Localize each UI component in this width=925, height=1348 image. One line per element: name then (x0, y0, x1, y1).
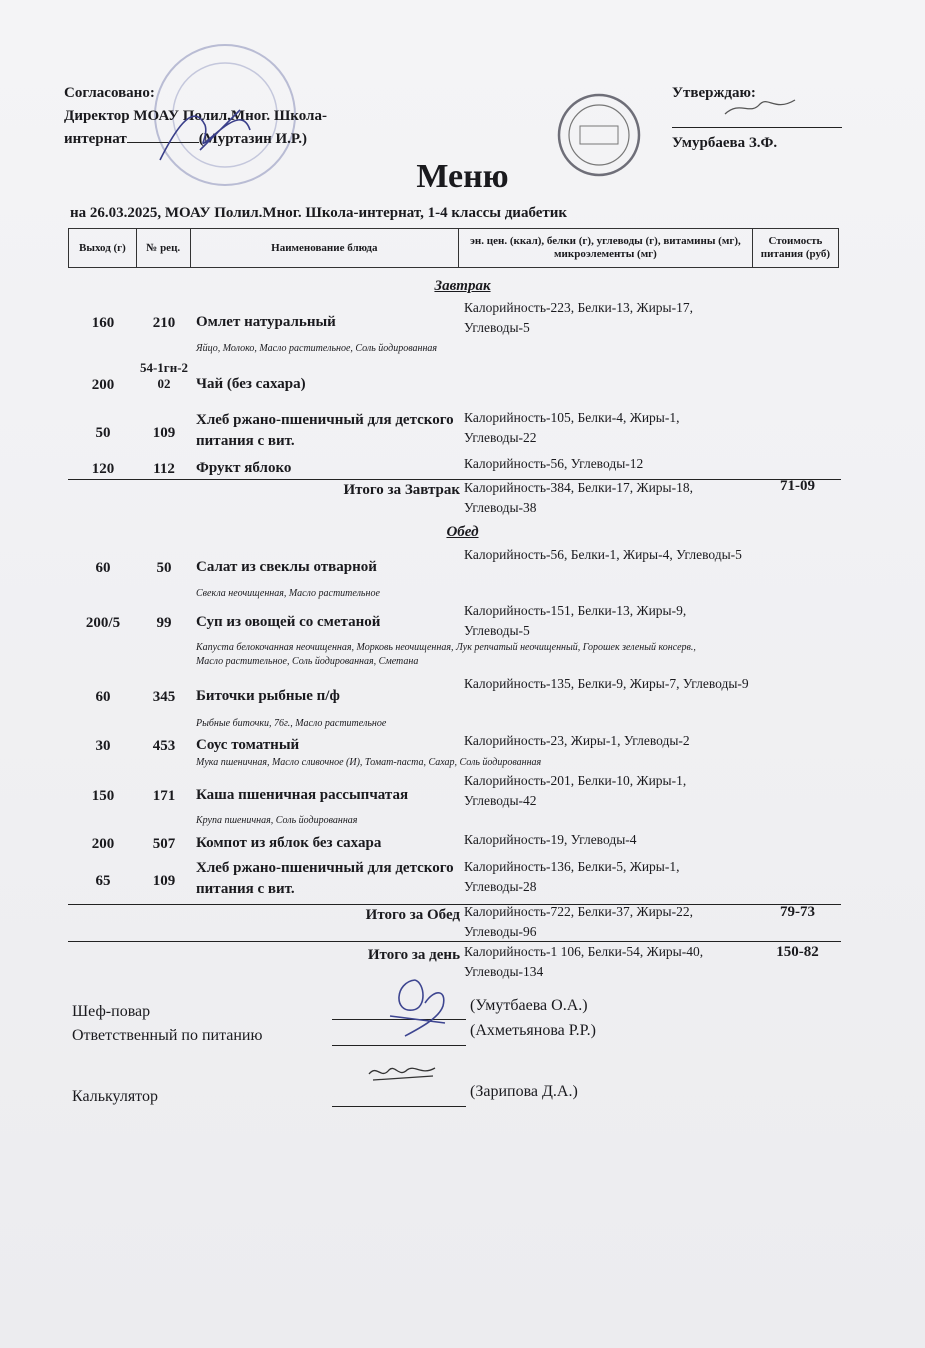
item-output: 50 (95, 425, 111, 441)
total-cost: 150-82 (776, 944, 819, 960)
col-recipe: № рец. (136, 229, 190, 268)
item-output: 120 (91, 461, 115, 477)
item-ingredients: Яйцо, Молоко, Масло растительное, Соль йодированная (196, 343, 438, 354)
col-cost: Стоимость питания (руб) (752, 229, 838, 268)
item-nutrition: Калорийность-105, Белки-4, Жиры-1, Углеводы-22 (464, 410, 680, 445)
item-ingredients: Мука пшеничная, Масло сливочное (И), Томат-паста, Сахар, Соль йодированная (196, 757, 542, 768)
signature-role: Шеф-повар (72, 1003, 151, 1020)
item-name: Салат из свеклы отварной (196, 559, 377, 575)
item-name: Биточки рыбные п/ф (196, 688, 340, 704)
approved-name: (Муртазин И.Р.) (198, 131, 307, 147)
section-lunch: Обед (446, 524, 479, 540)
item-name: Чай (без сахара) (196, 376, 306, 392)
item-recipe: 54-1гн-202 (139, 360, 189, 391)
item-recipe: 112 (153, 461, 175, 477)
total-nutrition: Калорийность-384, Белки-17, Жиры-18, Углеводы-38 (464, 480, 693, 515)
chef-signature (385, 968, 455, 1040)
signature-line (332, 1106, 466, 1107)
item-recipe: 210 (152, 315, 176, 331)
total-nutrition: Калорийность-722, Белки-37, Жиры-22, Углеводы-96 (464, 904, 693, 939)
section-breakfast: Завтрак (434, 278, 491, 294)
item-name: Омлет натуральный (196, 314, 336, 330)
signature-role: Ответственный по питанию (72, 1027, 263, 1044)
item-nutrition: Калорийность-56, Белки-1, Жиры-4, Углеводы-5 (464, 547, 742, 562)
item-ingredients: Свекла неочищенная, Масло растительное (196, 588, 380, 599)
col-nutrition: эн. цен. (ккал), белки (г), углеводы (г), витамины (мг), микроэлементы (мг) (459, 229, 753, 268)
item-recipe: 50 (156, 560, 172, 576)
approved-line2: интернат (64, 131, 127, 147)
table-header (68, 228, 839, 268)
item-ingredients: Рыбные биточки, 76г., Масло растительное (196, 718, 387, 729)
item-output: 200/5 (85, 615, 121, 631)
total-label: Итого за Завтрак (343, 482, 460, 498)
signature-name: (Ахметьянова Р.Р.) (470, 1022, 596, 1039)
calculator-signature (365, 1060, 440, 1085)
item-name: Хлеб ржано-пшеничный для детского питания с вит. (196, 412, 454, 449)
item-name: Каша пшеничная рассыпчатая (196, 787, 409, 803)
item-recipe: 171 (152, 788, 176, 804)
item-recipe: 109 (152, 425, 176, 441)
item-output: 200 (91, 836, 115, 852)
item-nutrition: Калорийность-56, Углеводы-12 (464, 456, 644, 471)
total-label: Итого за Обед (365, 907, 460, 923)
item-name: Хлеб ржано-пшеничный для детского питания с вит. (196, 860, 454, 897)
total-cost: 71-09 (780, 478, 815, 494)
item-nutrition: Калорийность-201, Белки-10, Жиры-1, Углеводы-42 (464, 773, 687, 808)
item-output: 65 (95, 873, 111, 889)
signature-line (332, 1045, 466, 1046)
item-name: Компот из яблок без сахара (196, 835, 382, 851)
item-output: 200 (91, 377, 115, 393)
page-subtitle: на 26.03.2025, МОАУ Полил.Мног. Школа-интернат, 1-4 классы диабетик (70, 205, 568, 221)
total-nutrition: Калорийность-1 106, Белки-54, Жиры-40, Углеводы-134 (464, 944, 704, 979)
item-recipe: 99 (156, 615, 172, 631)
signature-name: (Умутбаева О.А.) (470, 997, 588, 1014)
col-name: Наименование блюда (190, 229, 458, 268)
item-output: 60 (95, 689, 111, 705)
confirm-label: Утверждаю: (672, 85, 756, 101)
item-recipe: 507 (152, 836, 176, 852)
confirm-signature (720, 92, 800, 122)
item-recipe: 453 (152, 738, 176, 754)
item-output: 160 (91, 315, 115, 331)
confirm-name: Умурбаева З.Ф. (672, 135, 778, 151)
page-title: Меню (416, 158, 509, 195)
item-nutrition: Калорийность-136, Белки-5, Жиры-1, Углеводы-28 (464, 859, 680, 894)
item-recipe: 109 (152, 873, 176, 889)
item-name: Соус томатный (196, 737, 300, 753)
item-output: 60 (95, 560, 111, 576)
signature-name: (Зарипова Д.А.) (470, 1083, 578, 1100)
total-label: Итого за день (367, 947, 460, 963)
item-nutrition: Калорийность-19, Углеводы-4 (464, 832, 637, 847)
approved-line1: Директор МОАУ Полил.Мног. Школа- (64, 108, 327, 124)
item-ingredients: Капуста белокочанная неочищенная, Морковь неочищенная, Лук репчатый неочищенный, Горошек зеленый консерв., Масло растительное, Соль йодированная, Сметана (196, 642, 696, 667)
item-name: Фрукт яблоко (196, 460, 292, 476)
item-nutrition: Калорийность-151, Белки-13, Жиры-9, Углеводы-5 (464, 603, 687, 638)
col-output: Выход (г) (69, 229, 137, 268)
total-cost: 79-73 (780, 904, 815, 920)
item-output: 30 (95, 738, 111, 754)
item-name: Суп из овощей со сметаной (196, 614, 381, 630)
approved-label: Согласовано: (64, 85, 155, 101)
item-nutrition: Калорийность-223, Белки-13, Жиры-17, Углеводы-5 (464, 300, 693, 335)
item-recipe: 345 (152, 689, 176, 705)
item-output: 150 (91, 788, 115, 804)
item-nutrition: Калорийность-23, Жиры-1, Углеводы-2 (464, 733, 690, 748)
item-ingredients: Крупа пшеничная, Соль йодированная (196, 815, 358, 826)
signature-role: Калькулятор (72, 1088, 158, 1105)
item-nutrition: Калорийность-135, Белки-9, Жиры-7, Углеводы-9 (464, 676, 749, 691)
